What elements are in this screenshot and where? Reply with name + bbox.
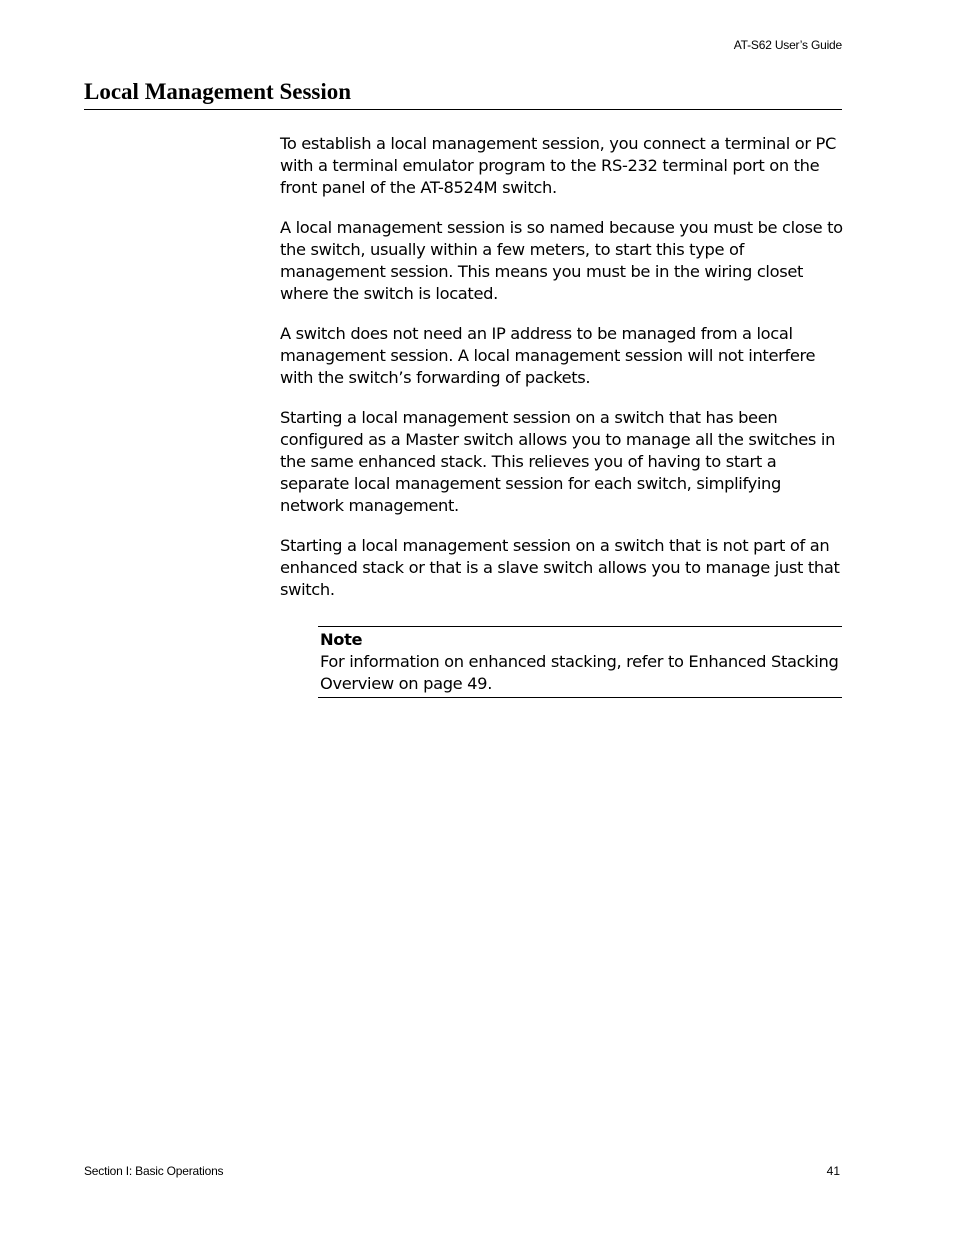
paragraph-4: Starting a local management session on a switch that has been configured as a Master switch allows you to manage all the switches in the same enhanced stack. This relieves you of having to start a separate local management session for each switch, simplifying network management. xyxy=(280,408,836,515)
section-title: Local Management Session xyxy=(84,78,842,110)
note-text: For information on enhanced stacking, refer to Enhanced Stacking Overview on page 49. xyxy=(320,652,839,693)
paragraph-2: A local management session is so named because you must be close to the switch, usually within a few meters, to start this type of management session. This means you must be in the wiring closet where the switch is located. xyxy=(280,218,843,303)
note-label: Note xyxy=(320,630,363,649)
note-box xyxy=(318,626,842,698)
running-header: AT-S62 User’s Guide xyxy=(733,38,842,52)
footer-section-label: Section I: Basic Operations xyxy=(84,1164,224,1178)
paragraph-3: A switch does not need an IP address to be managed from a local management session. A local management session will not interfere with the switch’s forwarding of packets. xyxy=(280,324,816,387)
body-text xyxy=(280,133,846,619)
paragraph-1: To establish a local management session, you connect a terminal or PC with a terminal emulator program to the RS-232 terminal port on the front panel of the AT-8524M switch. xyxy=(280,134,837,197)
paragraph-5: Starting a local management session on a switch that is not part of an enhanced stack or that is a slave switch allows you to manage just that switch. xyxy=(280,536,840,599)
footer-page-number: 41 xyxy=(826,1164,840,1178)
